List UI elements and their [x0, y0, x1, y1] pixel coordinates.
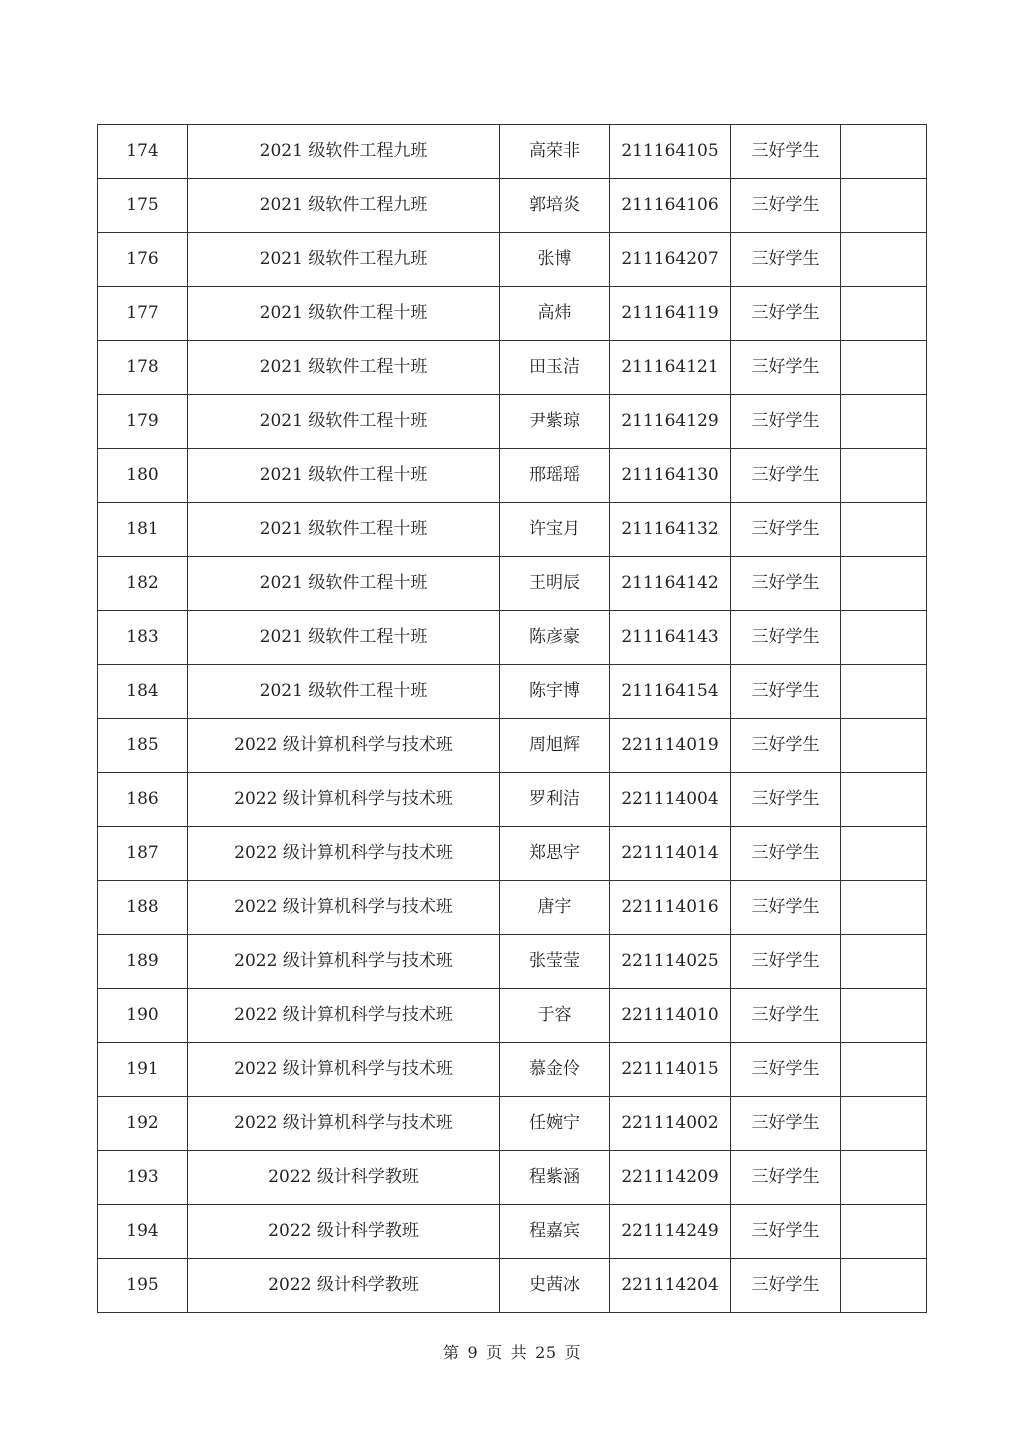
table-row — [98, 935, 927, 989]
student-id-cell: 221114209 — [610, 1151, 731, 1205]
award-title-cell: 三好学生 — [731, 179, 841, 233]
student-name-cell: 高炜 — [500, 287, 610, 341]
student-id-cell: 211164143 — [610, 611, 731, 665]
student-name-cell: 程紫涵 — [500, 1151, 610, 1205]
note-cell — [841, 827, 927, 881]
student-id-cell: 221114204 — [610, 1259, 731, 1313]
class-name-cell: 2021 级软件工程九班 — [188, 233, 500, 287]
award-title-cell: 三好学生 — [731, 773, 841, 827]
award-roster-table — [97, 124, 927, 1313]
row-number-cell: 189 — [98, 935, 188, 989]
class-name-cell: 2022 级计算机科学与技术班 — [188, 827, 500, 881]
student-id-cell: 211164106 — [610, 179, 731, 233]
student-name-cell: 邢瑶瑶 — [500, 449, 610, 503]
award-title-cell: 三好学生 — [731, 935, 841, 989]
class-name-cell: 2022 级计算机科学与技术班 — [188, 881, 500, 935]
student-name-cell: 史茜冰 — [500, 1259, 610, 1313]
note-cell — [841, 503, 927, 557]
table-row — [98, 611, 927, 665]
table-row — [98, 341, 927, 395]
note-cell — [841, 341, 927, 395]
student-id-cell: 211164130 — [610, 449, 731, 503]
note-cell — [841, 395, 927, 449]
row-number-cell: 178 — [98, 341, 188, 395]
class-name-cell: 2022 级计算机科学与技术班 — [188, 1043, 500, 1097]
page-number: 9 — [467, 1343, 479, 1362]
student-name-cell: 于容 — [500, 989, 610, 1043]
class-name-cell: 2022 级计算机科学与技术班 — [188, 1097, 500, 1151]
page-footer — [0, 1340, 1024, 1363]
class-name-cell: 2022 级计算机科学与技术班 — [188, 719, 500, 773]
class-name-cell: 2021 级软件工程九班 — [188, 125, 500, 179]
table-row — [98, 179, 927, 233]
total-label: 页 — [564, 1343, 582, 1362]
class-name-cell: 2022 级计算机科学与技术班 — [188, 989, 500, 1043]
student-id-cell: 211164142 — [610, 557, 731, 611]
student-id-cell: 221114004 — [610, 773, 731, 827]
row-number-cell: 187 — [98, 827, 188, 881]
student-name-cell: 郑思宇 — [500, 827, 610, 881]
page-label: 页 — [486, 1343, 503, 1362]
note-cell — [841, 1097, 927, 1151]
award-title-cell: 三好学生 — [731, 503, 841, 557]
table-row — [98, 1205, 927, 1259]
note-cell — [841, 179, 927, 233]
student-name-cell: 程嘉宾 — [500, 1205, 610, 1259]
student-id-cell: 221114016 — [610, 881, 731, 935]
student-id-cell: 221114014 — [610, 827, 731, 881]
student-id-cell: 211164129 — [610, 395, 731, 449]
student-id-cell: 211164207 — [610, 233, 731, 287]
student-id-cell: 211164119 — [610, 287, 731, 341]
award-title-cell: 三好学生 — [731, 1097, 841, 1151]
note-cell — [841, 287, 927, 341]
table-row — [98, 989, 927, 1043]
class-name-cell: 2022 级计算机科学与技术班 — [188, 773, 500, 827]
student-name-cell: 罗利洁 — [500, 773, 610, 827]
student-name-cell: 陈彦豪 — [500, 611, 610, 665]
table-row — [98, 287, 927, 341]
class-name-cell: 2022 级计科学教班 — [188, 1205, 500, 1259]
row-number-cell: 184 — [98, 665, 188, 719]
student-name-cell: 高荣非 — [500, 125, 610, 179]
class-name-cell: 2022 级计算机科学与技术班 — [188, 935, 500, 989]
student-id-cell: 221114015 — [610, 1043, 731, 1097]
note-cell — [841, 881, 927, 935]
award-title-cell: 三好学生 — [731, 1043, 841, 1097]
row-number-cell: 195 — [98, 1259, 188, 1313]
row-number-cell: 174 — [98, 125, 188, 179]
award-title-cell: 三好学生 — [731, 665, 841, 719]
table-row — [98, 773, 927, 827]
award-title-cell: 三好学生 — [731, 881, 841, 935]
student-id-cell: 211164154 — [610, 665, 731, 719]
class-name-cell: 2022 级计科学教班 — [188, 1151, 500, 1205]
table-row — [98, 827, 927, 881]
row-number-cell: 175 — [98, 179, 188, 233]
note-cell — [841, 611, 927, 665]
note-cell — [841, 557, 927, 611]
student-name-cell: 王明辰 — [500, 557, 610, 611]
table-row — [98, 233, 927, 287]
award-title-cell: 三好学生 — [731, 989, 841, 1043]
note-cell — [841, 1151, 927, 1205]
note-cell — [841, 1205, 927, 1259]
student-id-cell: 211164105 — [610, 125, 731, 179]
student-name-cell: 任婉宁 — [500, 1097, 610, 1151]
class-name-cell: 2021 级软件工程十班 — [188, 449, 500, 503]
total-pages: 25 — [535, 1343, 557, 1362]
student-name-cell: 张莹莹 — [500, 935, 610, 989]
note-cell — [841, 449, 927, 503]
award-title-cell: 三好学生 — [731, 125, 841, 179]
student-name-cell: 慕金伶 — [500, 1043, 610, 1097]
row-number-cell: 179 — [98, 395, 188, 449]
note-cell — [841, 125, 927, 179]
student-id-cell: 221114002 — [610, 1097, 731, 1151]
award-title-cell: 三好学生 — [731, 341, 841, 395]
note-cell — [841, 233, 927, 287]
table-row — [98, 503, 927, 557]
note-cell — [841, 665, 927, 719]
page-prefix: 第 — [442, 1343, 460, 1362]
student-id-cell: 211164132 — [610, 503, 731, 557]
row-number-cell: 190 — [98, 989, 188, 1043]
student-name-cell: 郭培炎 — [500, 179, 610, 233]
row-number-cell: 186 — [98, 773, 188, 827]
note-cell — [841, 1259, 927, 1313]
table-row — [98, 1097, 927, 1151]
student-id-cell: 221114249 — [610, 1205, 731, 1259]
class-name-cell: 2021 级软件工程十班 — [188, 341, 500, 395]
student-name-cell: 张博 — [500, 233, 610, 287]
class-name-cell: 2021 级软件工程十班 — [188, 665, 500, 719]
student-name-cell: 周旭辉 — [500, 719, 610, 773]
note-cell — [841, 719, 927, 773]
class-name-cell: 2021 级软件工程九班 — [188, 179, 500, 233]
student-name-cell: 唐宇 — [500, 881, 610, 935]
class-name-cell: 2021 级软件工程十班 — [188, 557, 500, 611]
class-name-cell: 2021 级软件工程十班 — [188, 287, 500, 341]
class-name-cell: 2022 级计科学教班 — [188, 1259, 500, 1313]
award-title-cell: 三好学生 — [731, 1151, 841, 1205]
row-number-cell: 185 — [98, 719, 188, 773]
class-name-cell: 2021 级软件工程十班 — [188, 395, 500, 449]
table-row — [98, 1259, 927, 1313]
student-id-cell: 221114025 — [610, 935, 731, 989]
table-row — [98, 1151, 927, 1205]
table-row — [98, 665, 927, 719]
class-name-cell: 2021 级软件工程十班 — [188, 503, 500, 557]
award-title-cell: 三好学生 — [731, 557, 841, 611]
award-title-cell: 三好学生 — [731, 287, 841, 341]
student-name-cell: 陈宇博 — [500, 665, 610, 719]
student-id-cell: 221114010 — [610, 989, 731, 1043]
student-id-cell: 221114019 — [610, 719, 731, 773]
note-cell — [841, 1043, 927, 1097]
row-number-cell: 191 — [98, 1043, 188, 1097]
row-number-cell: 180 — [98, 449, 188, 503]
award-title-cell: 三好学生 — [731, 719, 841, 773]
award-title-cell: 三好学生 — [731, 449, 841, 503]
row-number-cell: 194 — [98, 1205, 188, 1259]
row-number-cell: 177 — [98, 287, 188, 341]
row-number-cell: 182 — [98, 557, 188, 611]
table-row — [98, 881, 927, 935]
award-title-cell: 三好学生 — [731, 233, 841, 287]
table-row — [98, 719, 927, 773]
student-id-cell: 211164121 — [610, 341, 731, 395]
table-row — [98, 557, 927, 611]
table-row — [98, 395, 927, 449]
student-name-cell: 尹紫琼 — [500, 395, 610, 449]
table-row — [98, 1043, 927, 1097]
award-title-cell: 三好学生 — [731, 395, 841, 449]
row-number-cell: 181 — [98, 503, 188, 557]
row-number-cell: 193 — [98, 1151, 188, 1205]
student-name-cell: 许宝月 — [500, 503, 610, 557]
table-row — [98, 125, 927, 179]
note-cell — [841, 989, 927, 1043]
row-number-cell: 192 — [98, 1097, 188, 1151]
note-cell — [841, 935, 927, 989]
award-title-cell: 三好学生 — [731, 1259, 841, 1313]
student-name-cell: 田玉洁 — [500, 341, 610, 395]
award-title-cell: 三好学生 — [731, 827, 841, 881]
class-name-cell: 2021 级软件工程十班 — [188, 611, 500, 665]
note-cell — [841, 773, 927, 827]
award-title-cell: 三好学生 — [731, 1205, 841, 1259]
table-row — [98, 449, 927, 503]
row-number-cell: 176 — [98, 233, 188, 287]
total-prefix: 共 — [510, 1343, 528, 1362]
roster-table-body — [98, 125, 927, 1313]
row-number-cell: 188 — [98, 881, 188, 935]
row-number-cell: 183 — [98, 611, 188, 665]
award-title-cell: 三好学生 — [731, 611, 841, 665]
